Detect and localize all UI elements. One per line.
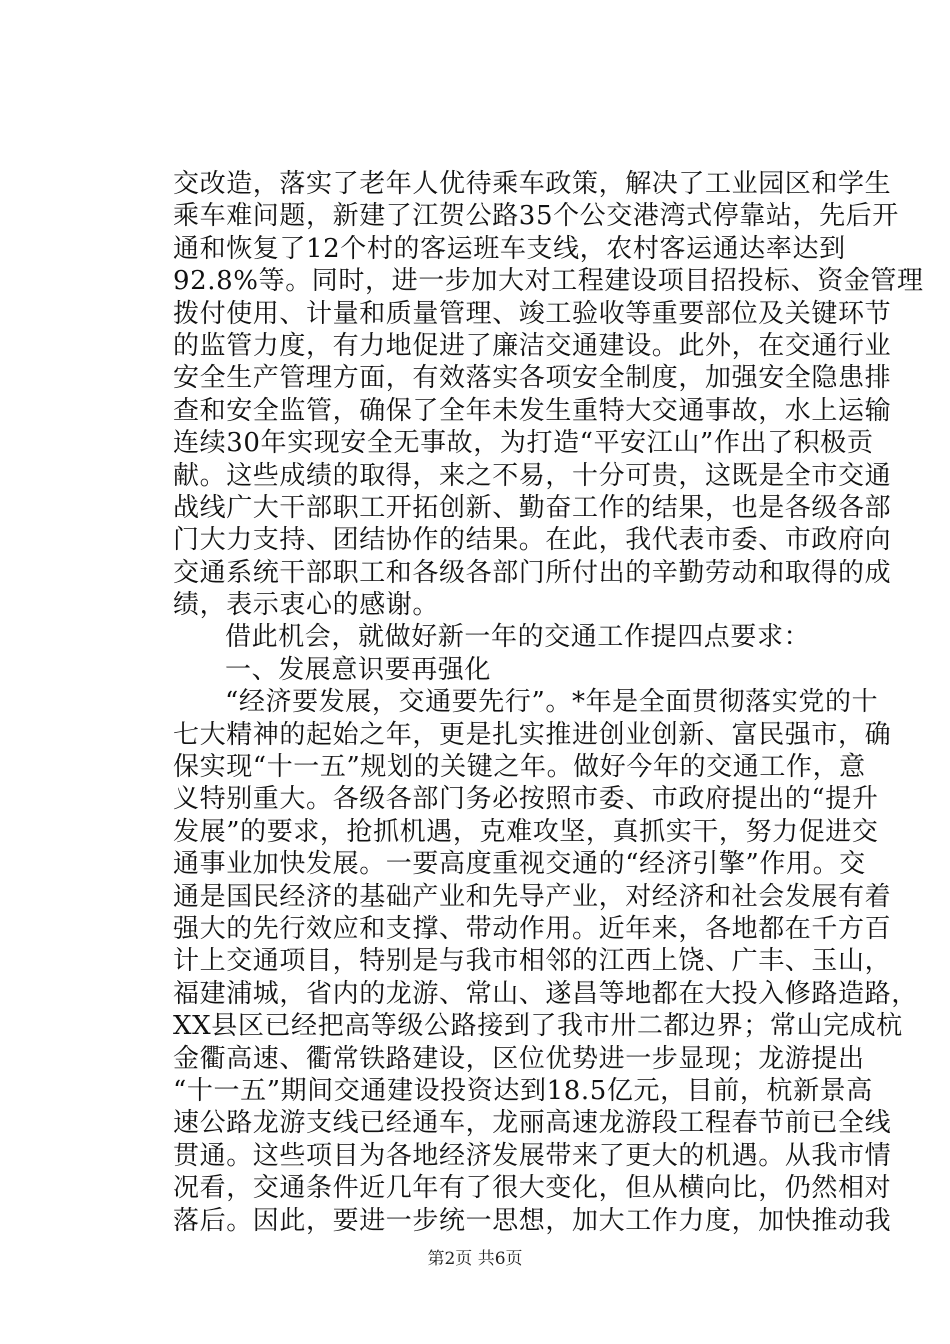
text-line: 落后。因此，要进一步统一思想，加大工作力度，加快推动我 bbox=[173, 1205, 892, 1236]
text-line: 交通系统干部职工和各级各部门所付出的辛勤劳动和取得的成 bbox=[173, 557, 892, 588]
text-line: 的监管力度，有力地促进了廉洁交通建设。此外，在交通行业 bbox=[173, 330, 892, 361]
text-line: 义特别重大。各级各部门务必按照市委、市政府提出的“提升 bbox=[173, 784, 879, 815]
text-line: 福建浦城，省内的龙游、常山、遂昌等地都在大投入修路造路， bbox=[173, 978, 918, 1009]
text-line: 保实现“十一五”规划的关键之年。做好今年的交通工作，意 bbox=[173, 752, 866, 783]
text-line: 通和恢复了12个村的客运班车支线，农村客运通达率达到 bbox=[173, 233, 846, 264]
text-line: 发展”的要求，抢抓机遇，克难攻坚，真抓实干，努力促进交 bbox=[173, 816, 879, 847]
text-line: 绩，表示衷心的感谢。 bbox=[173, 590, 440, 621]
text-line: 金衢高速、衢常铁路建设，区位优势进一步显现；龙游提出 bbox=[173, 1043, 865, 1074]
text-line: 七大精神的起始之年，更是扎实推进创业创新、富民强市，确 bbox=[173, 719, 892, 750]
text-line: 拨付使用、计量和质量管理、竣工验收等重要部位及关键环节 bbox=[173, 298, 892, 329]
text-line: 92.8%等。同时，进一步加大对工程建设项目招投标、资金管理 bbox=[173, 266, 924, 297]
text-line: 乘车难问题，新建了江贺公路35个公交港湾式停靠站，先后开 bbox=[173, 201, 899, 232]
text-line: 一、发展意识要再强化 bbox=[225, 654, 492, 685]
text-line: 计上交通项目，特别是与我市相邻的江西上饶、广丰、玉山， bbox=[173, 946, 892, 977]
text-line: “经济要发展，交通要先行”。*年是全面贯彻落实党的十 bbox=[225, 687, 879, 718]
text-line: 强大的先行效应和支撑、带动作用。近年来，各地都在千方百 bbox=[173, 913, 892, 944]
page-footer: 第2页 共6页 bbox=[427, 1249, 523, 1269]
text-line: 查和安全监管，确保了全年未发生重特大交通事故，水上运输 bbox=[173, 395, 892, 426]
text-line: 况看，交通条件近几年有了很大变化，但从横向比，仍然相对 bbox=[173, 1173, 892, 1204]
text-line: 借此机会，就做好新一年的交通工作提四点要求： bbox=[225, 622, 811, 653]
text-line: 献。这些成绩的取得，来之不易，十分可贵，这既是全市交通 bbox=[173, 460, 892, 491]
text-line: 战线广大干部职工开拓创新、勤奋工作的结果，也是各级各部 bbox=[173, 492, 892, 523]
body-text bbox=[173, 168, 924, 1237]
text-line: 安全生产管理方面，有效落实各项安全制度，加强安全隐患排 bbox=[173, 363, 892, 394]
text-line: 门大力支持、团结协作的结果。在此，我代表市委、市政府向 bbox=[173, 525, 892, 556]
text-line: 贯通。这些项目为各地经济发展带来了更大的机遇。从我市情 bbox=[173, 1140, 892, 1171]
text-line: 通是国民经济的基础产业和先导产业，对经济和社会发展有着 bbox=[173, 881, 892, 912]
text-line: 通事业加快发展。一要高度重视交通的“经济引擎”作用。交 bbox=[173, 849, 866, 880]
text-line: “十一五”期间交通建设投资达到18.5亿元，目前，杭新景高 bbox=[173, 1075, 873, 1106]
text-line: XX县区已经把高等级公路接到了我市卅二都边界；常山完成杭 bbox=[173, 1011, 903, 1042]
text-line: 交改造，落实了老年人优待乘车政策，解决了工业园区和学生 bbox=[173, 169, 892, 199]
text-line: 速公路龙游支线已经通车，龙丽高速龙游段工程春节前已全线 bbox=[173, 1108, 892, 1139]
text-line: 连续30年实现安全无事故，为打造“平安江山”作出了积极贡 bbox=[173, 428, 874, 459]
